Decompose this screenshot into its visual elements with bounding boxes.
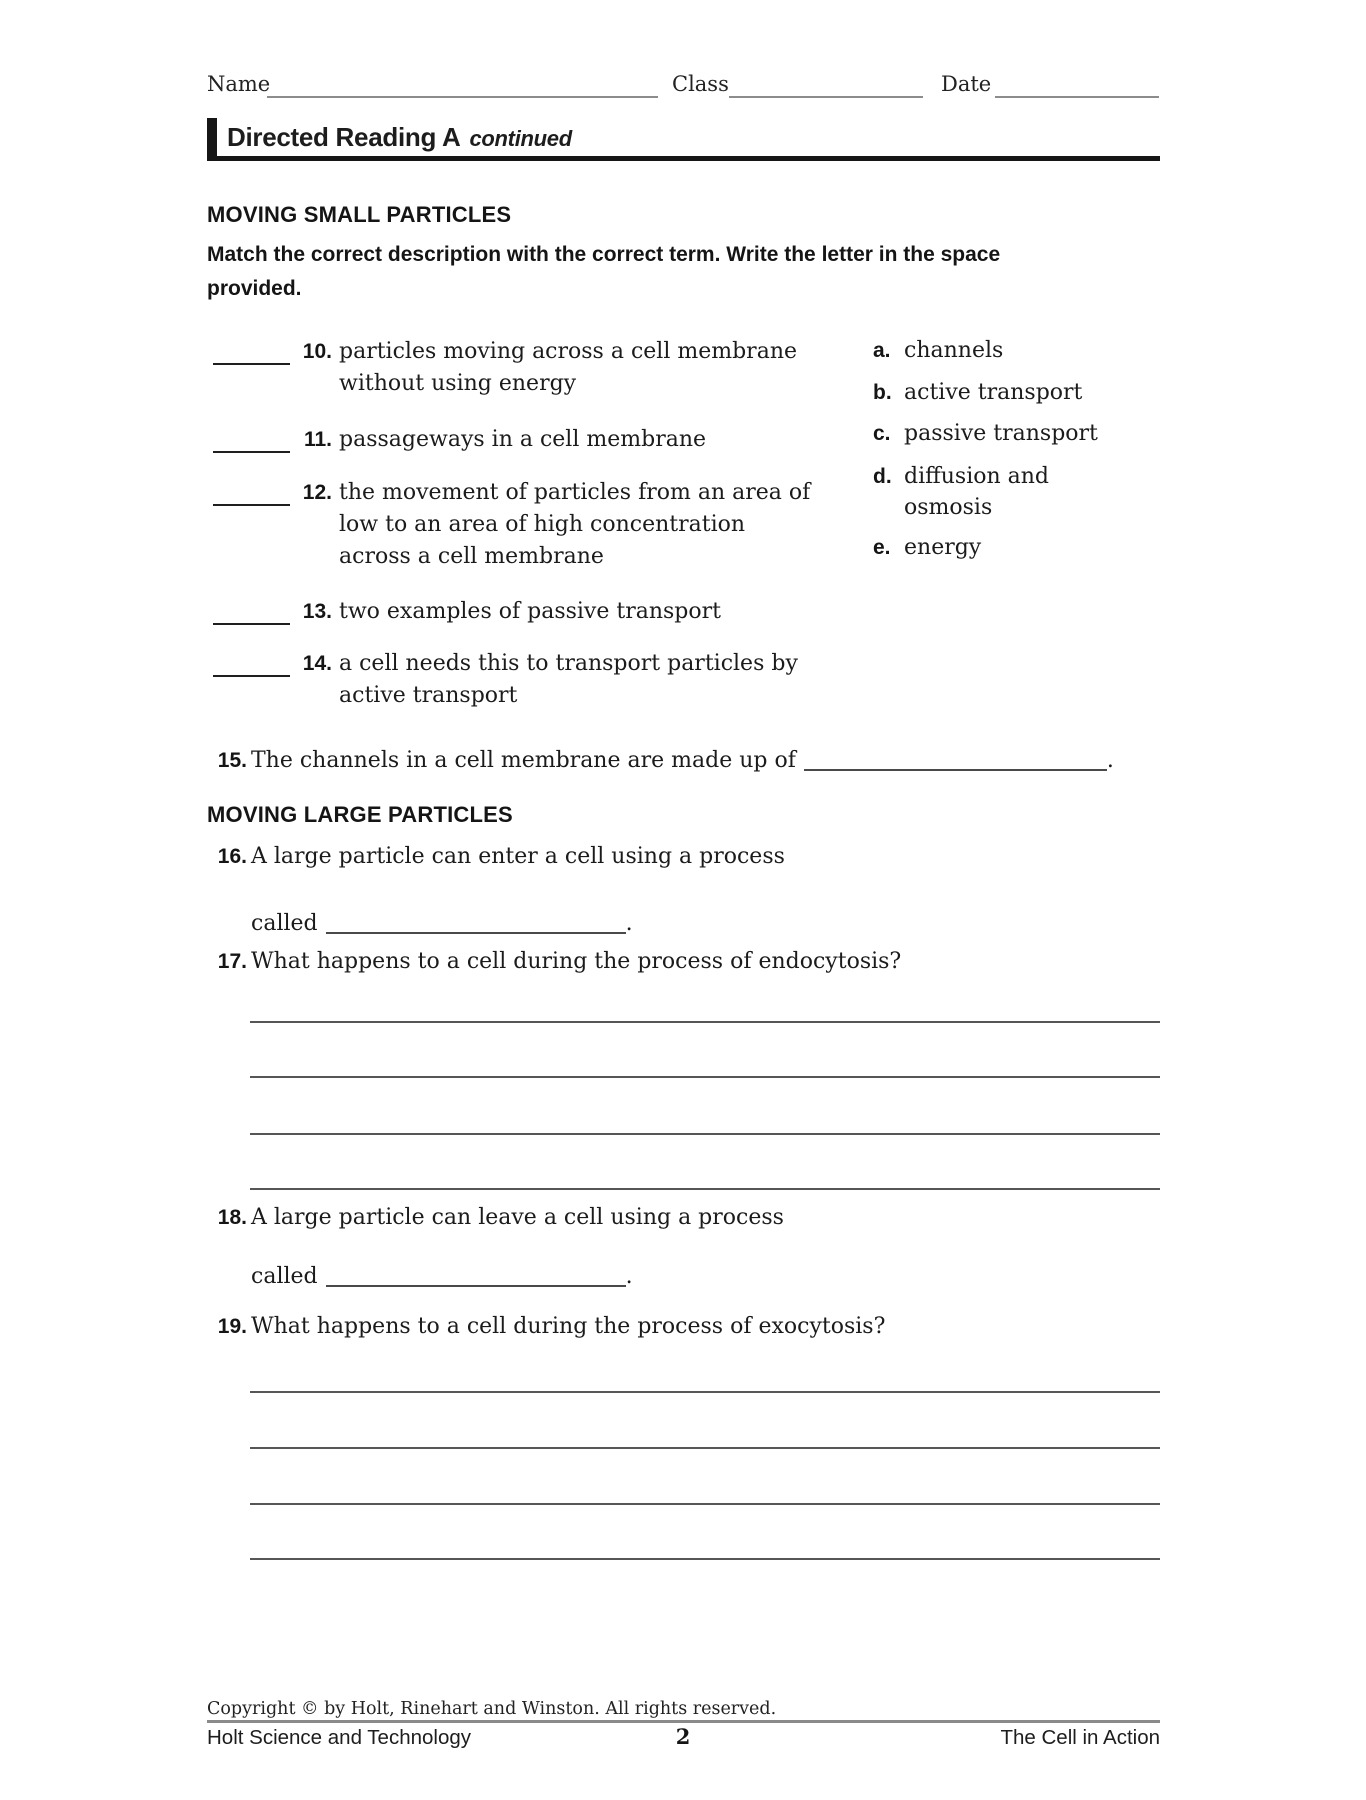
answer-line-17-3[interactable]: [250, 1133, 1160, 1135]
page-title-continued: continued: [469, 126, 572, 151]
match-item-10: [213, 336, 797, 400]
question-16-called-line: called .: [251, 911, 633, 936]
term-letter: b.: [873, 381, 892, 404]
class-blank-line[interactable]: [729, 96, 923, 98]
answer-blank-13[interactable]: [213, 596, 290, 625]
question-18-called-line: called .: [251, 1264, 633, 1289]
instructions-line-2: provided.: [207, 277, 302, 300]
item-text: passageways in a cell membrane: [339, 427, 707, 452]
fill-in-blank-15[interactable]: [804, 755, 1107, 771]
question-text: What happens to a cell during the process of endocytosis?: [251, 949, 902, 974]
term-text: active transport: [904, 380, 1083, 405]
question-17: [207, 946, 901, 978]
match-item-13: [213, 596, 721, 628]
name-blank-line[interactable]: [267, 96, 658, 98]
term-letter: e.: [873, 536, 891, 559]
date-label: Date: [941, 72, 992, 96]
question-18: [207, 1202, 784, 1234]
term-letter: d.: [873, 465, 892, 488]
match-item-14: [213, 648, 798, 712]
footer-rule: [207, 1720, 1160, 1723]
fill-in-blank-18[interactable]: [326, 1271, 626, 1287]
question-number: 18.: [217, 1206, 247, 1229]
match-item-11: [213, 424, 706, 456]
answer-blank-12[interactable]: [213, 477, 290, 506]
question-15: [207, 745, 1114, 777]
term-e: [873, 532, 981, 563]
answer-line-19-3[interactable]: [250, 1503, 1160, 1505]
question-19: [207, 1311, 885, 1343]
page-title-main: Directed Reading A: [227, 122, 461, 152]
match-item-12: [213, 477, 810, 573]
instructions-line-1: Match the correct description with the correct term. Write the letter in the space: [207, 243, 1001, 266]
class-label: Class: [672, 72, 729, 96]
question-text: A large particle can enter a cell using a process: [251, 844, 785, 869]
copyright-notice: Copyright © by Holt, Rinehart and Winston. All rights reserved.: [207, 1699, 777, 1719]
term-text: diffusion and osmosis: [904, 464, 1050, 520]
term-letter: c.: [873, 422, 891, 445]
item-number: 14.: [302, 652, 332, 675]
answer-line-17-2[interactable]: [250, 1076, 1160, 1078]
term-text: passive transport: [904, 421, 1098, 446]
item-number: 13.: [302, 600, 332, 623]
term-text: energy: [904, 535, 982, 560]
section-heading-moving-small-particles: MOVING SMALL PARTICLES: [207, 202, 512, 227]
question-number: 16.: [217, 845, 247, 868]
question-text: What happens to a cell during the process of exocytosis?: [251, 1314, 886, 1339]
question-number: 17.: [217, 950, 247, 973]
question-number: 15.: [217, 749, 247, 772]
term-a: [873, 335, 1003, 366]
item-number: 12.: [302, 481, 332, 504]
item-number: 10.: [302, 340, 332, 363]
page-title: [227, 122, 572, 153]
answer-blank-14[interactable]: [213, 648, 290, 677]
item-text: two examples of passive transport: [339, 599, 721, 624]
term-b: [873, 377, 1082, 408]
answer-line-19-2[interactable]: [250, 1447, 1160, 1449]
section-heading-moving-large-particles: MOVING LARGE PARTICLES: [207, 802, 513, 827]
question-16: [207, 841, 785, 873]
answer-blank-11[interactable]: [213, 424, 290, 453]
answer-line-19-4[interactable]: [250, 1558, 1160, 1560]
term-text: channels: [904, 338, 1004, 363]
answer-line-17-4[interactable]: [250, 1188, 1160, 1190]
term-d: [873, 461, 1049, 523]
item-text: a cell needs this to transport particles by active transport: [339, 651, 798, 708]
footer-book-title: Holt Science and Technology: [207, 1726, 472, 1749]
question-text: The channels in a cell membrane are made up of .: [251, 748, 1114, 773]
answer-blank-10[interactable]: [213, 336, 290, 365]
question-text: A large particle can leave a cell using a process: [251, 1205, 784, 1230]
footer-chapter-title: The Cell in Action: [1000, 1726, 1160, 1749]
item-number: 11.: [303, 428, 332, 451]
date-blank-line[interactable]: [995, 96, 1159, 98]
page-number: 2: [675, 1724, 691, 1749]
answer-line-19-1[interactable]: [250, 1391, 1160, 1393]
term-c: [873, 418, 1098, 449]
title-accent-bar: [207, 118, 217, 158]
term-letter: a.: [873, 339, 891, 362]
fill-in-blank-16[interactable]: [326, 918, 626, 934]
title-rule: [207, 156, 1160, 161]
item-text: particles moving across a cell membrane without using energy: [339, 339, 798, 396]
answer-line-17-1[interactable]: [250, 1021, 1160, 1023]
name-label: Name: [207, 72, 271, 96]
item-text: the movement of particles from an area of low to an area of high concentration across a cell membrane: [339, 480, 811, 569]
question-number: 19.: [217, 1315, 247, 1338]
